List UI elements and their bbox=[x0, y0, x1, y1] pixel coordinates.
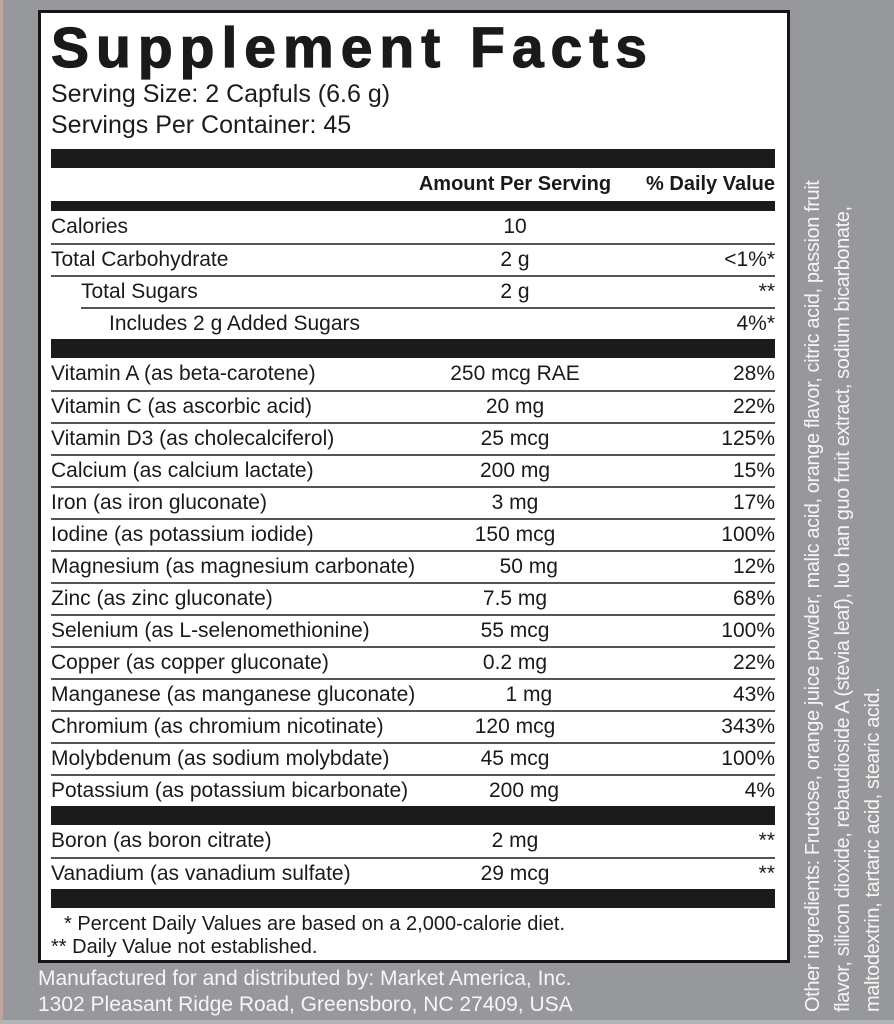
ingredients-line: maltodextrin, tartaric acid, stearic acid. bbox=[862, 687, 884, 1012]
nutrient-name: Selenium (as L-selenomethionine) bbox=[51, 619, 370, 642]
nutrient-dv: 100% bbox=[721, 619, 775, 642]
nutrient-dv: ** bbox=[758, 862, 775, 885]
nutrient-name: Chromium (as chromium nicotinate) bbox=[51, 715, 384, 738]
footnote-daily-values: * Percent Daily Values are based on a 2,000-calorie diet. bbox=[64, 913, 566, 935]
nutrient-amount: 3 mg bbox=[491, 491, 539, 514]
row-vitamin-a bbox=[51, 358, 775, 390]
table-header-row bbox=[51, 168, 775, 201]
nutrient-amount: 2 g bbox=[500, 280, 530, 303]
nutrient-dv: 22% bbox=[732, 651, 775, 674]
nutrient-name: Total Carbohydrate bbox=[51, 248, 229, 271]
nutrient-name: Copper (as copper gluconate) bbox=[51, 651, 329, 674]
nutrient-name: Vitamin D3 (as cholecalciferol) bbox=[51, 427, 335, 450]
macro-section bbox=[51, 211, 775, 339]
row-molybdenum bbox=[51, 742, 775, 774]
nutrient-dv: 125% bbox=[721, 427, 775, 450]
nutrient-name: Boron (as boron citrate) bbox=[51, 829, 272, 852]
nutrient-dv: 43% bbox=[732, 683, 775, 706]
nutrient-amount: 1 mg bbox=[505, 683, 553, 706]
nutrient-name: Magnesium (as magnesium carbonate) bbox=[51, 555, 416, 578]
page-edge-accent bbox=[0, 0, 3, 1024]
nutrient-name: Potassium (as potassium bicarbonate) bbox=[51, 779, 409, 802]
ingredients-line: flavor, silicon dioxide, rebaudioside A (stevia leaf), luo han guo fruit extract, sodium bicarbonate, bbox=[832, 206, 854, 1012]
nutrient-name: Total Sugars bbox=[81, 280, 198, 303]
nutrient-dv: 15% bbox=[732, 459, 775, 482]
nutrient-name: Iodine (as potassium iodide) bbox=[51, 523, 314, 546]
nutrient-amount: 7.5 mg bbox=[482, 587, 548, 610]
nutrient-amount: 250 mcg RAE bbox=[450, 362, 580, 385]
row-vanadium bbox=[51, 857, 775, 889]
nutrient-name: Calories bbox=[51, 215, 129, 238]
nutrient-amount: 200 mg bbox=[479, 459, 551, 482]
row-magnesium bbox=[51, 550, 775, 582]
nutrient-name: Vitamin C (as ascorbic acid) bbox=[51, 395, 313, 418]
page-title: Supplement Facts bbox=[51, 16, 654, 80]
nutrient-dv: <1%* bbox=[724, 248, 775, 271]
nutrient-name: Vitamin A (as beta-carotene) bbox=[51, 362, 316, 385]
section-divider-bar bbox=[51, 806, 775, 825]
supplement-facts-panel bbox=[38, 10, 790, 963]
ingredients-line: Other ingredients: Fructose, orange juice powder, malic acid, orange flavor, citric acid, passion fruit bbox=[802, 180, 824, 1012]
footnote-not-established: ** Daily Value not established. bbox=[51, 936, 318, 958]
manufacturer-line: Manufactured for and distributed by: Market America, Inc. bbox=[38, 967, 572, 990]
row-iodine bbox=[51, 518, 775, 550]
nutrient-name: Molybdenum (as sodium molybdate) bbox=[51, 747, 390, 770]
nutrient-dv: 22% bbox=[732, 395, 775, 418]
nutrient-dv: 28% bbox=[732, 362, 775, 385]
manufacturer-address: 1302 Pleasant Ridge Road, Greensboro, NC 27409, USA bbox=[38, 993, 573, 1016]
nutrient-amount: 55 mcg bbox=[480, 619, 550, 642]
nutrient-name: Includes 2 g Added Sugars bbox=[109, 312, 361, 335]
vitamin-mineral-section bbox=[51, 358, 775, 806]
nutrient-amount: 20 mg bbox=[485, 395, 545, 418]
nutrient-amount: 29 mcg bbox=[480, 862, 550, 885]
nutrient-name: Zinc (as zinc gluconate) bbox=[51, 587, 273, 610]
row-potassium bbox=[51, 774, 775, 806]
row-calcium bbox=[51, 454, 775, 486]
nutrient-amount: 50 mg bbox=[499, 555, 558, 578]
section-divider-bar bbox=[51, 339, 775, 358]
nutrient-dv: ** bbox=[758, 829, 775, 852]
nutrient-name: Vanadium (as vanadium sulfate) bbox=[51, 862, 351, 885]
nutrient-dv: 4% bbox=[744, 779, 775, 802]
servings-per-container: Servings Per Container: 45 bbox=[51, 111, 352, 139]
row-boron bbox=[51, 825, 775, 857]
section-divider-bar bbox=[51, 201, 775, 211]
nutrient-name: Calcium (as calcium lactate) bbox=[51, 459, 314, 482]
row-copper bbox=[51, 646, 775, 678]
row-total-sugars bbox=[51, 275, 775, 307]
row-vitamin-d3 bbox=[51, 422, 775, 454]
row-added-sugars bbox=[81, 307, 775, 339]
row-chromium bbox=[51, 710, 775, 742]
nutrient-amount: 120 mcg bbox=[474, 715, 556, 738]
nutrient-dv: 100% bbox=[721, 523, 775, 546]
nutrient-dv: 68% bbox=[732, 587, 775, 610]
row-vitamin-c bbox=[51, 390, 775, 422]
nutrient-name: Iron (as iron gluconate) bbox=[51, 491, 267, 514]
nutrient-amount: 150 mcg bbox=[474, 523, 556, 546]
nutrient-dv: 12% bbox=[732, 555, 775, 578]
row-total-carbohydrate bbox=[51, 243, 775, 275]
other-minerals-section bbox=[51, 825, 775, 889]
row-calories bbox=[51, 211, 775, 243]
row-manganese bbox=[51, 678, 775, 710]
nutrient-dv: 4%* bbox=[736, 312, 775, 335]
nutrient-amount: 0.2 mg bbox=[482, 651, 548, 674]
footnotes bbox=[51, 913, 775, 959]
row-zinc bbox=[51, 582, 775, 614]
nutrient-dv: 100% bbox=[721, 747, 775, 770]
nutrient-amount: 25 mcg bbox=[480, 427, 550, 450]
nutrient-amount: 2 g bbox=[500, 248, 530, 271]
nutrient-dv: 17% bbox=[732, 491, 775, 514]
section-divider-bar bbox=[51, 149, 775, 168]
header-daily-value: % Daily Value bbox=[646, 173, 775, 195]
nutrient-amount: 2 mg bbox=[491, 829, 539, 852]
section-divider-bar bbox=[51, 889, 775, 908]
nutrient-name: Manganese (as manganese gluconate) bbox=[51, 683, 416, 706]
page-edge-bottom bbox=[0, 1020, 894, 1024]
row-iron bbox=[51, 486, 775, 518]
other-ingredients-vertical-text bbox=[798, 8, 890, 1012]
manufacturer-info bbox=[38, 966, 790, 1018]
row-selenium bbox=[51, 614, 775, 646]
nutrient-dv: ** bbox=[758, 280, 775, 303]
nutrient-amount: 200 mg bbox=[488, 779, 560, 802]
serving-size: Serving Size: 2 Capfuls (6.6 g) bbox=[51, 80, 391, 108]
header-amount-per-serving: Amount Per Serving bbox=[418, 173, 612, 195]
nutrient-amount: 10 bbox=[503, 215, 527, 238]
nutrient-dv: 343% bbox=[721, 715, 775, 738]
nutrient-amount: 45 mcg bbox=[480, 747, 550, 770]
